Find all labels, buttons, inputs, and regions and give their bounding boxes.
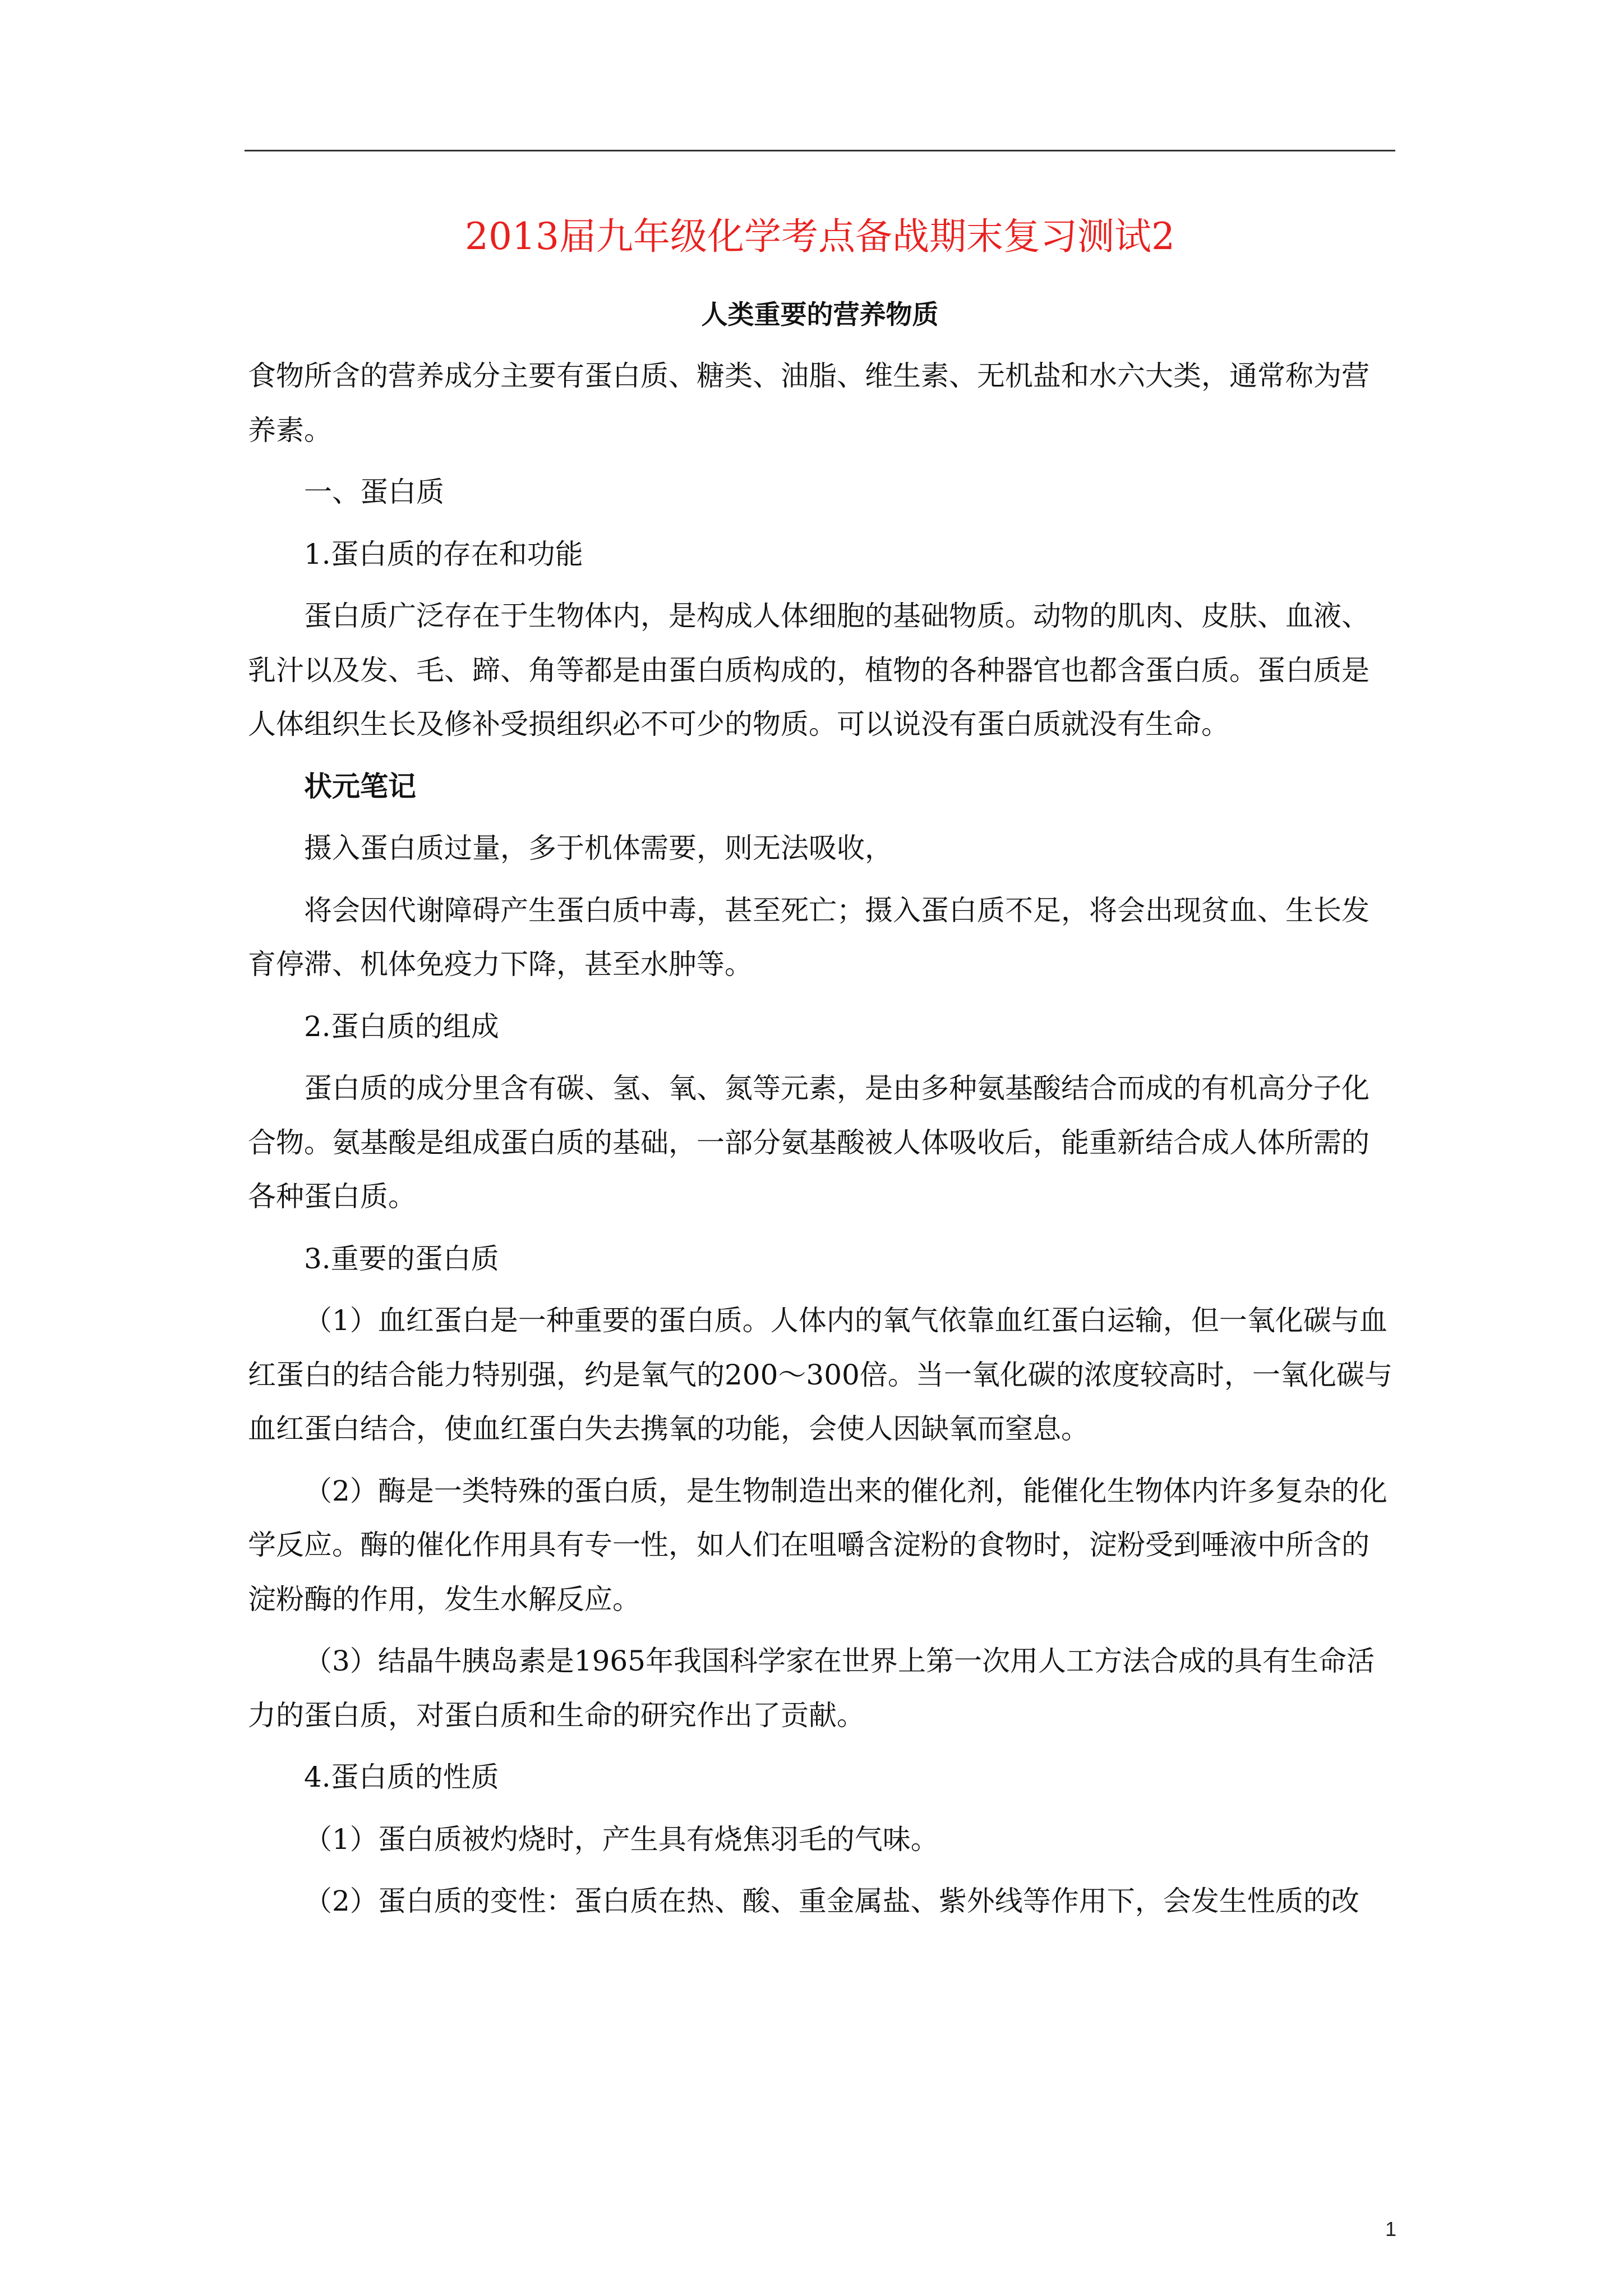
paragraph-hemoglobin: （1）血红蛋白是一种重要的蛋白质。人体内的氧气依靠血红蛋白运输，但一氧化碳与血红蛋白的结合能力特别强，约是氧气的200～300倍。当一氧化碳的浓度较高时，一氧化碳与血红蛋白结合，使血红蛋白失去携氧的功能，会使人因缺氧而窒息。 (248, 1304, 1393, 1445)
paragraph-burning: （1）蛋白质被灼烧时，产生具有烧焦羽毛的气味。 (304, 1823, 939, 1856)
section-heading-protein: 一、蛋白质 (304, 476, 444, 508)
subheading-properties: 4.蛋白质的性质 (304, 1761, 499, 1793)
note-heading: 状元笔记 (304, 769, 416, 803)
note-line-2: 将会因代谢障碍产生蛋白质中毒，甚至死亡；摄入蛋白质不足，将会出现贫血、生长发育停滞、机体免疫力下降，甚至水肿等。 (248, 894, 1370, 981)
document-body (248, 349, 1396, 1929)
paragraph-enzyme: （2）酶是一类特殊的蛋白质，是生物制造出来的催化剂，能催化生物体内许多复杂的化学反应。酶的催化作用具有专一性，如人们在咀嚼含淀粉的食物时，淀粉受到唾液中所含的淀粉酶的作用，发生水解反应。 (248, 1474, 1387, 1616)
paragraph-existence-function: 蛋白质广泛存在于生物体内，是构成人体细胞的基础物质。动物的肌肉、皮肤、血液、乳汁以及发、毛、蹄、角等都是由蛋白质构成的，植物的各种器官也都含蛋白质。蛋白质是人体组织生长及修补受损组织必不可少的物质。可以说没有蛋白质就没有生命。 (248, 600, 1370, 740)
paragraph-insulin: （3）结晶牛胰岛素是1965年我国科学家在世界上第一次用人工方法合成的具有生命活力的蛋白质，对蛋白质和生命的研究作出了贡献。 (248, 1645, 1375, 1732)
subheading-composition: 2.蛋白质的组成 (304, 1010, 499, 1043)
document-subtitle: 人类重要的营养物质 (701, 300, 939, 330)
paragraph-composition: 蛋白质的成分里含有碳、氢、氧、氮等元素，是由多种氨基酸结合而成的有机高分子化合物。氨基酸是组成蛋白质的基础，一部分氨基酸被人体吸收后，能重新结合成人体所需的各种蛋白质。 (248, 1072, 1370, 1213)
subheading-existence-function: 1.蛋白质的存在和功能 (304, 537, 583, 570)
note-line-1: 摄入蛋白质过量，多于机体需要，则无法吸收， (304, 832, 893, 864)
intro-paragraph: 食物所含的营养成分主要有蛋白质、糖类、油脂、维生素、无机盐和水六大类，通常称为营养素。 (248, 360, 1370, 447)
document-title: 2013届九年级化学考点备战期末复习测试2 (465, 215, 1175, 258)
paragraph-denaturation: （2）蛋白质的变性：蛋白质在热、酸、重金属盐、紫外线等作用下，会发生性质的改 (304, 1885, 1359, 1917)
header-rule (245, 150, 1395, 151)
page-number: 1 (1385, 2217, 1396, 2240)
subheading-important-proteins: 3.重要的蛋白质 (304, 1242, 499, 1275)
